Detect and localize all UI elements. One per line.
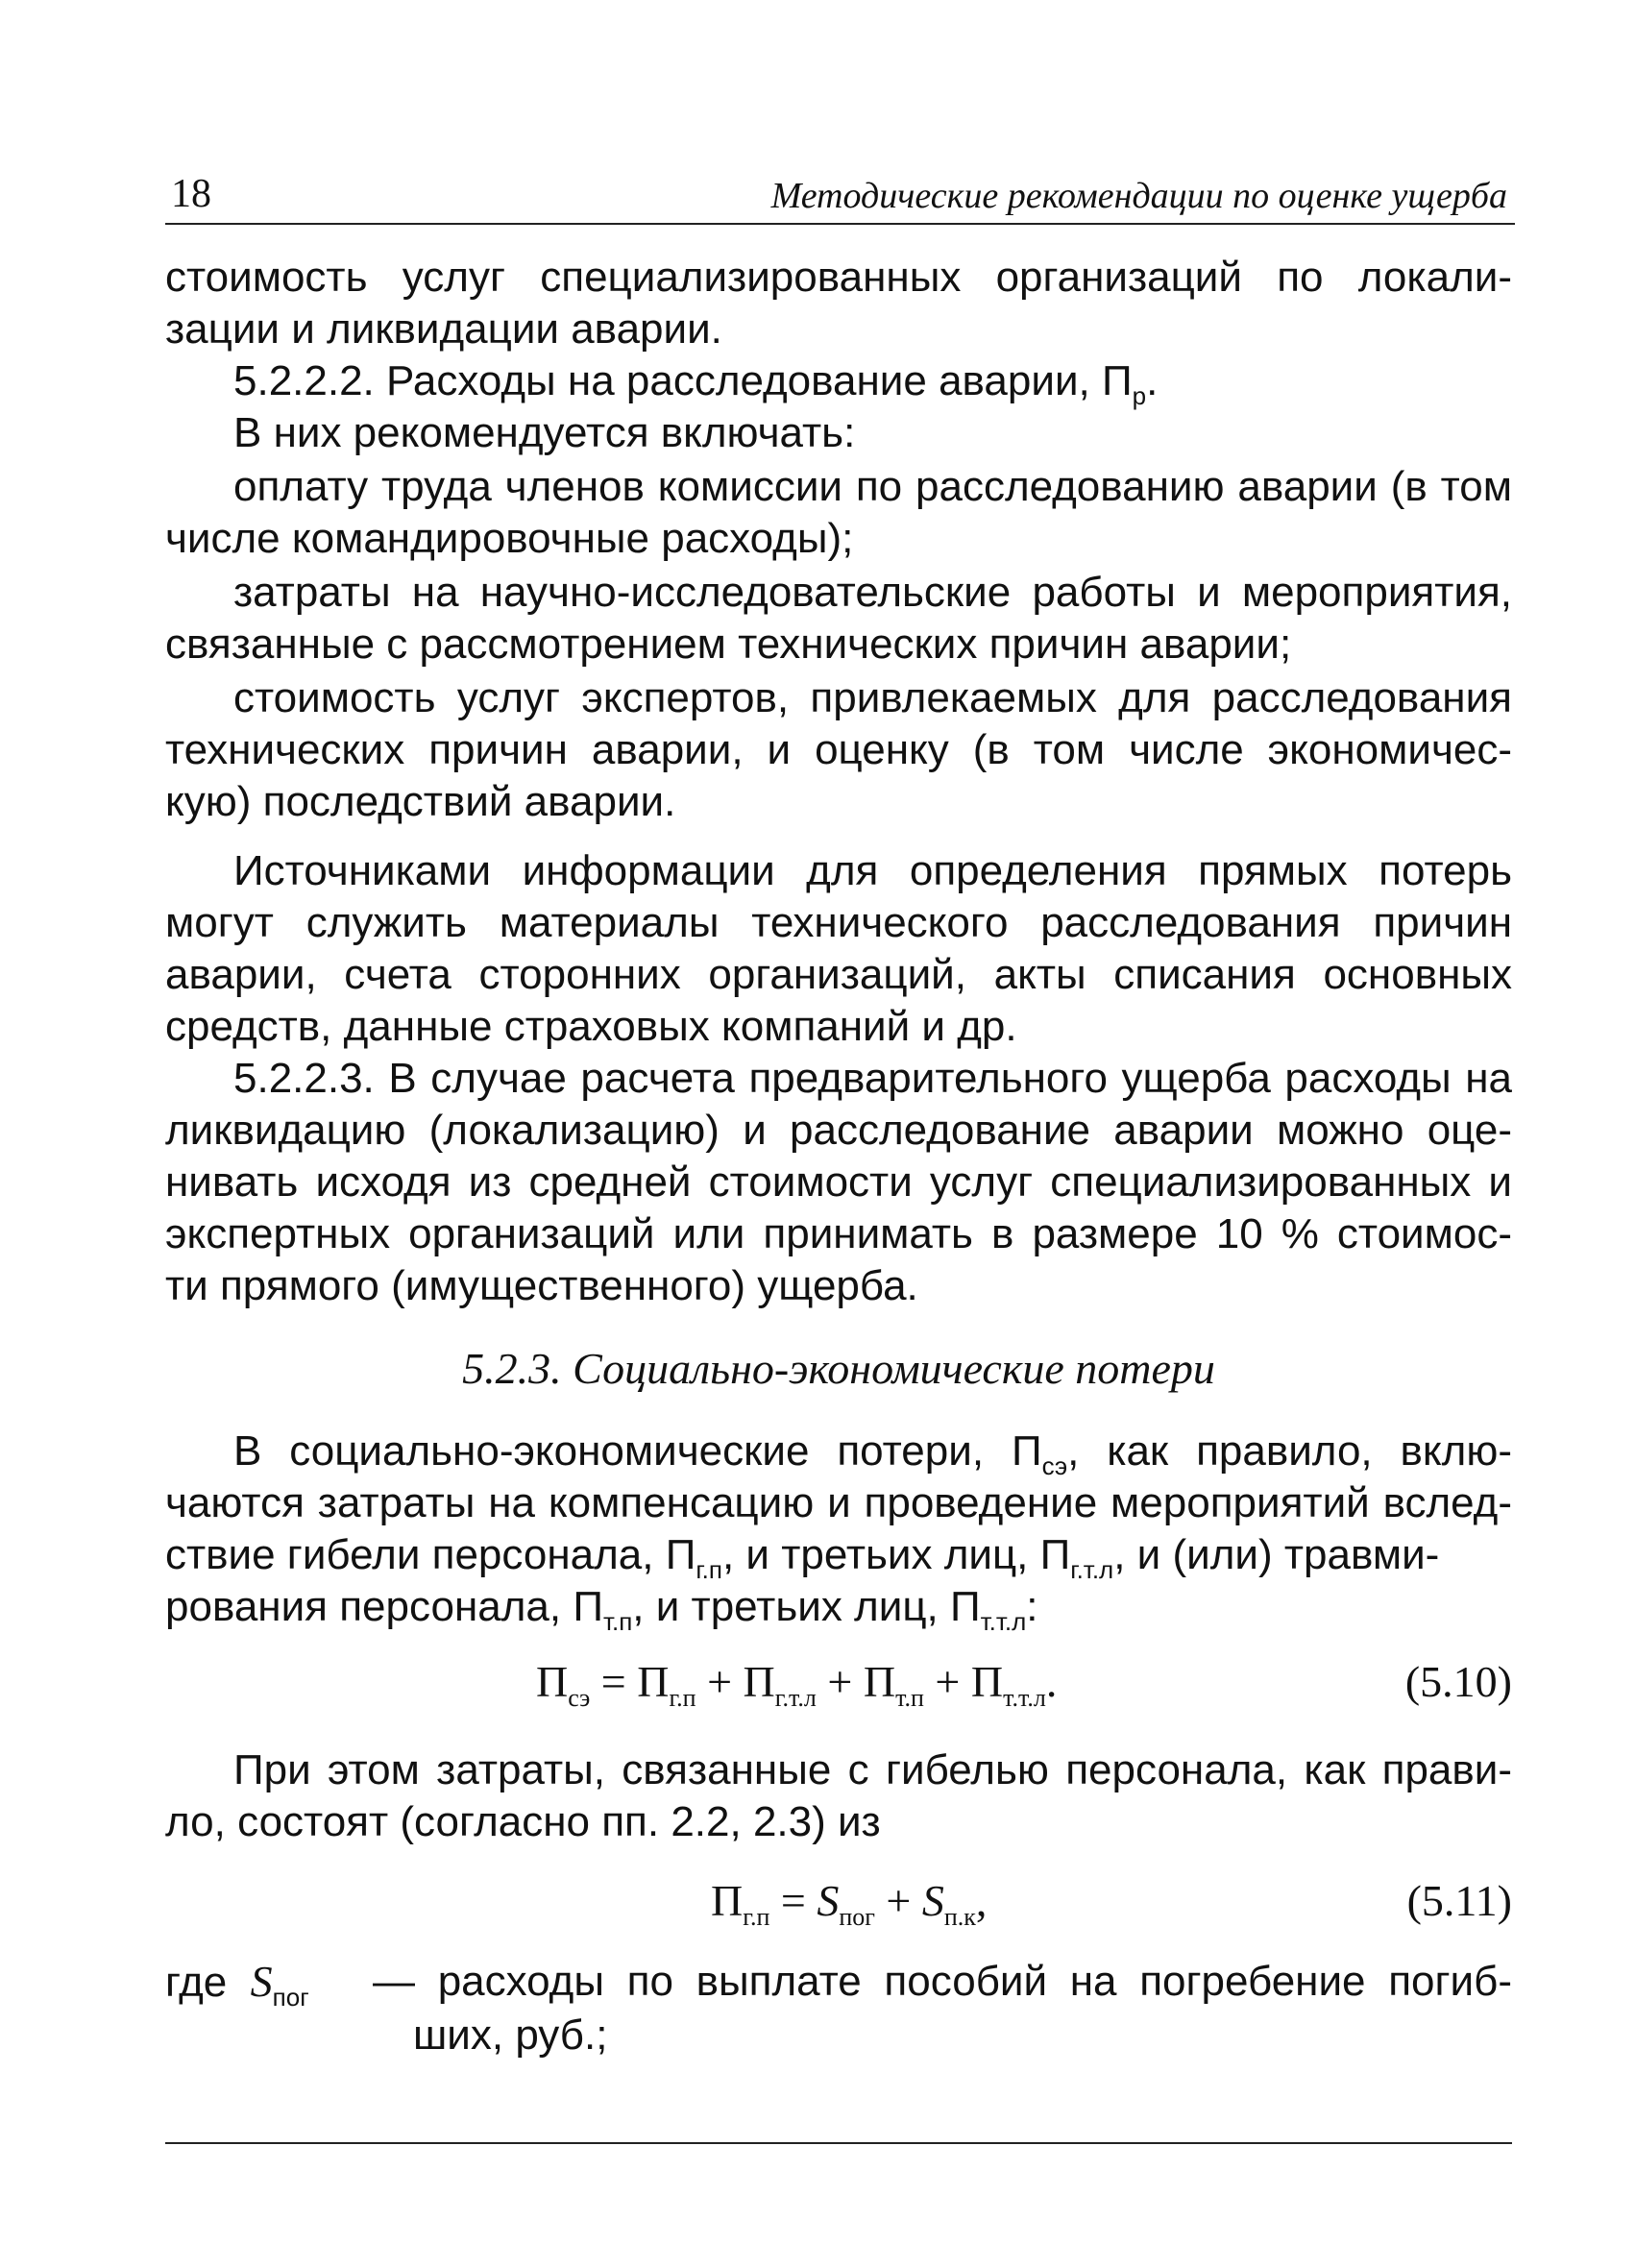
page-number: 18 [171, 172, 211, 216]
text-line: зации и ликвидации аварии. [165, 305, 722, 353]
text-line: 5.2.2.3. В случае расчета предварительного ущерба расходы на [233, 1055, 1512, 1102]
text-line: В социально-экономические потери, $П_{сэ}$, как правило, вклю- [233, 1427, 1512, 1480]
formula-5-11: $П_{г.п} = S_{пог} + S_{п.к}$, [711, 1876, 988, 1931]
text-line: стоимость услуг специализированных организаций по локали- [165, 254, 1512, 301]
equation-number: (5.10) [1404, 1657, 1512, 1706]
where-definition: — расходы по выплате пособий на погребение погиб- [373, 1958, 1512, 2005]
text-line: стоимость услуг экспертов, привлекаемых для расследования [233, 674, 1512, 721]
text-line: кую) последствий аварии. [165, 778, 676, 825]
formula-5-10: $П_{сэ} = П_{г.п} + П_{г.т.л} + П_{т.п} + П_{т.т.л}$. [536, 1657, 1058, 1712]
text-line: аварии, счета сторонних организаций, акты списания основных [165, 951, 1512, 998]
text-line: могут служить материалы технического расследования причин [165, 899, 1512, 946]
text-line: технических причин аварии, и оценку (в том числе экономичес- [165, 726, 1512, 773]
text-line: экспертных организаций или принимать в размере 10 % стоимос- [165, 1210, 1512, 1257]
bottom-rule [165, 2142, 1512, 2144]
section-subheading: 5.2.3. Социально-экономические потери [462, 1344, 1215, 1393]
text-line: средств, данные страховых компаний и др. [165, 1003, 1017, 1050]
text-line: нивать исходя из средней стоимости услуг специализированных и [165, 1158, 1512, 1206]
running-header [165, 171, 1515, 225]
text-line: связанные с рассмотрением технических причин аварии; [165, 621, 1292, 668]
text-line: 5.2.2.2. Расходы на расследование аварии, $П_р$. [233, 357, 1159, 410]
text-line: затраты на научно-исследовательские работы и мероприятия, [233, 569, 1512, 616]
text-line: числе командировочные расходы); [165, 515, 854, 562]
text-line: В них рекомендуется включать: [233, 409, 856, 456]
text-line: При этом затраты, связанные с гибелью персонала, как прави- [233, 1746, 1512, 1793]
text-line: ликвидацию (локализацию) и расследование аварии можно оце- [165, 1107, 1512, 1154]
text-line: чаются затраты на компенсацию и проведение мероприятий вслед- [165, 1479, 1512, 1526]
text-line: ло, состоят (согласно пп. 2.2, 2.3) из [165, 1798, 881, 1845]
equation-number: (5.11) [1406, 1876, 1512, 1925]
where-definition-cont: ших, руб.; [413, 2012, 608, 2059]
running-title: Методические рекомендации по оценке ущерба [770, 176, 1507, 216]
where-label: где $S_{пог}$ [165, 1957, 309, 2012]
text-line: оплату труда членов комиссии по расследованию аварии (в том [233, 463, 1512, 510]
text-line: рования персонала, $П_{т.п}$, и третьих лиц, $П_{т.т.л}$: [165, 1583, 1038, 1636]
text-line: Источниками информации для определения прямых потерь [233, 847, 1512, 894]
text-line: ствие гибели персонала, $П_{г.п}$, и третьих лиц, $П_{г.т.л}$, и (или) травми- [165, 1531, 1440, 1584]
text-line: ти прямого (имущественного) ущерба. [165, 1262, 918, 1309]
